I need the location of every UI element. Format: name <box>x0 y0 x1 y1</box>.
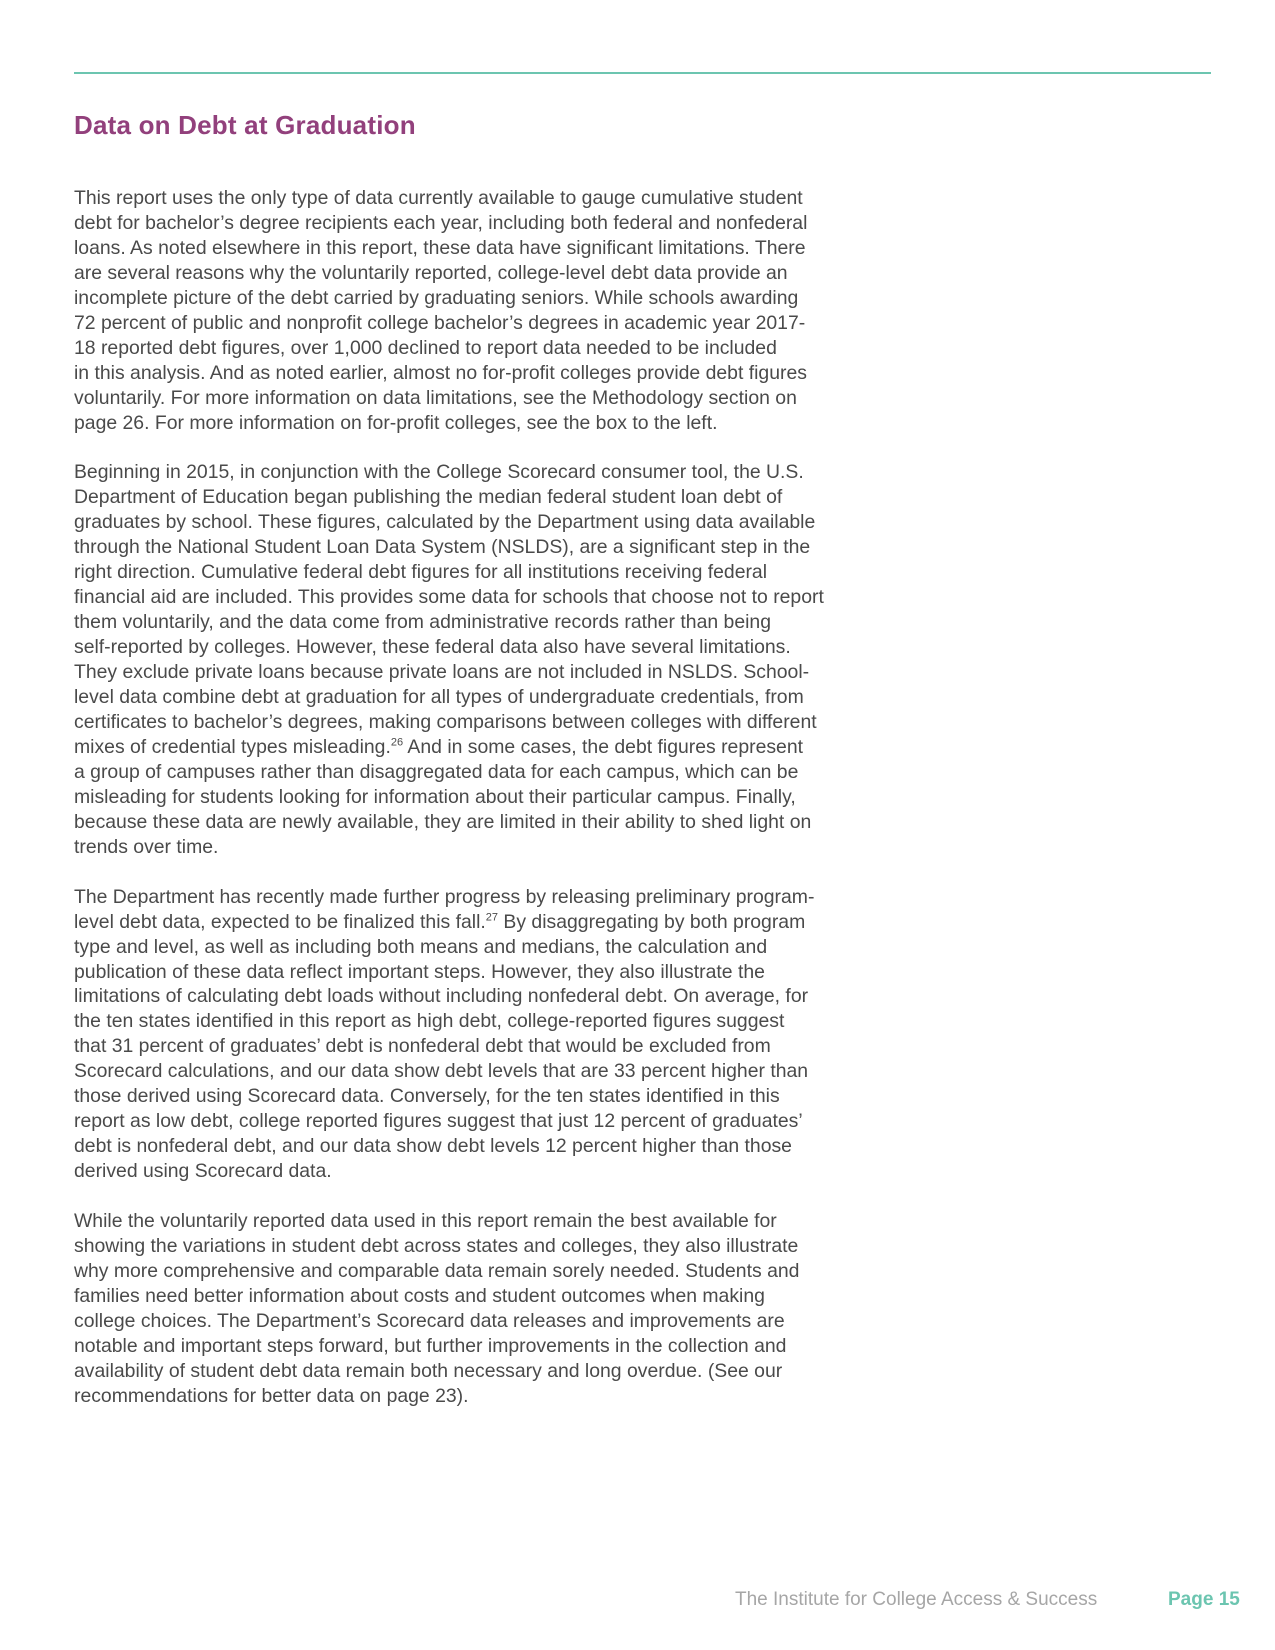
text-line: While the voluntarily reported data used in this report remain the best available for <box>74 1210 777 1233</box>
text-line: This report uses the only type of data currently available to gauge cumulative student <box>74 187 803 209</box>
paragraph-3 <box>74 885 898 1184</box>
text-segment: By disaggregating by both program <box>498 910 806 933</box>
text-line: The Department has recently made further progress by releasing preliminary program- <box>74 885 815 908</box>
text-line: trends over time. <box>74 835 219 858</box>
text-line: level data combine debt at graduation for all types of undergraduate credentials, from <box>74 686 804 709</box>
text-line: derived using Scorecard data. <box>74 1160 332 1183</box>
text-line: 72 percent of public and nonprofit college bachelor’s degrees in academic year 2017- <box>74 311 806 334</box>
text-line: college choices. The Department’s Scorecard data releases and improvements are <box>74 1309 785 1332</box>
text-line: type and level, as well as including both means and medians, the calculation and <box>74 935 768 958</box>
footnote-marker: 27 <box>485 911 499 924</box>
text-segment: And in some cases, the debt figures represent <box>403 735 804 758</box>
text-line: debt for bachelor’s degree recipients each year, including both federal and nonfederal <box>74 211 808 234</box>
body-text <box>74 186 898 1434</box>
paragraph-1 <box>74 186 898 436</box>
text-line: limitations of calculating debt loads without including nonfederal debt. On average, for <box>74 985 809 1008</box>
text-line: availability of student debt data remain both necessary and long overdue. (See our <box>74 1359 783 1382</box>
text-line: in this analysis. And as noted earlier, almost no for-profit colleges provide debt figures <box>74 361 807 384</box>
text-line: those derived using Scorecard data. Conversely, for the ten states identified in this <box>74 1085 780 1108</box>
text-line: Scorecard calculations, and our data show debt levels that are 33 percent higher than <box>74 1060 809 1083</box>
text-line: why more comprehensive and comparable data remain sorely needed. Students and <box>74 1259 800 1282</box>
text-line: 18 reported debt figures, over 1,000 declined to report data needed to be included <box>74 336 777 359</box>
text-line: Department of Education began publishing the median federal student loan debt of <box>74 486 783 509</box>
text-line: recommendations for better data on page 23). <box>74 1384 469 1407</box>
footer-organization: The Institute for College Access & Success <box>735 1589 1098 1610</box>
text-line: self-reported by colleges. However, these federal data also have several limitations. <box>74 636 791 659</box>
text-segment: level debt data, expected to be finalized this fall. <box>74 910 486 933</box>
text-line: voluntarily. For more information on data limitations, see the Methodology section on <box>74 386 797 409</box>
page-number: Page 15 <box>1168 1589 1240 1610</box>
text-segment: mixes of credential types misleading. <box>74 735 391 758</box>
text-line: are several reasons why the voluntarily reported, college-level debt data provide an <box>74 261 788 284</box>
text-line-with-footnote <box>74 910 898 935</box>
text-line: the ten states identified in this report as high debt, college-reported figures suggest <box>74 1010 785 1033</box>
text-line: right direction. Cumulative federal debt figures for all institutions receiving federal <box>74 561 768 584</box>
text-line: debt is nonfederal debt, and our data show debt levels 12 percent higher than those <box>74 1135 792 1158</box>
footnote-marker: 26 <box>390 736 404 749</box>
top-divider-rule <box>74 72 1211 74</box>
text-line: report as low debt, college reported figures suggest that just 12 percent of graduates’ <box>74 1110 803 1133</box>
text-line: loans. As noted elsewhere in this report, these data have significant limitations. There <box>74 236 806 259</box>
text-line: page 26. For more information on for-profit colleges, see the box to the left. <box>74 411 718 434</box>
text-line: families need better information about costs and student outcomes when making <box>74 1284 765 1307</box>
text-line: through the National Student Loan Data System (NSLDS), are a significant step in the <box>74 536 811 559</box>
text-line: a group of campuses rather than disaggregated data for each campus, which can be <box>74 760 799 783</box>
text-line: notable and important steps forward, but further improvements in the collection and <box>74 1334 787 1357</box>
text-line: misleading for students looking for information about their particular campus. Finally, <box>74 785 796 808</box>
text-line: graduates by school. These figures, calculated by the Department using data available <box>74 511 816 534</box>
paragraph-4 <box>74 1209 898 1409</box>
text-line: them voluntarily, and the data come from administrative records rather than being <box>74 611 771 634</box>
text-line: They exclude private loans because private loans are not included in NSLDS. School- <box>74 661 810 684</box>
paragraph-2 <box>74 460 898 859</box>
text-line-with-footnote <box>74 735 898 760</box>
section-heading: Data on Debt at Graduation <box>74 110 416 140</box>
text-line: showing the variations in student debt across states and colleges, they also illustrate <box>74 1234 799 1257</box>
text-line: Beginning in 2015, in conjunction with the College Scorecard consumer tool, the U.S. <box>74 461 804 484</box>
text-line: incomplete picture of the debt carried by graduating seniors. While schools awarding <box>74 286 799 309</box>
text-line: because these data are newly available, they are limited in their ability to shed light on <box>74 810 812 833</box>
text-line: financial aid are included. This provides some data for schools that choose not to report <box>74 586 824 609</box>
text-line: publication of these data reflect important steps. However, they also illustrate the <box>74 960 765 983</box>
text-line: that 31 percent of graduates’ debt is nonfederal debt that would be excluded from <box>74 1035 771 1058</box>
text-line: certificates to bachelor’s degrees, making comparisons between colleges with different <box>74 711 817 733</box>
